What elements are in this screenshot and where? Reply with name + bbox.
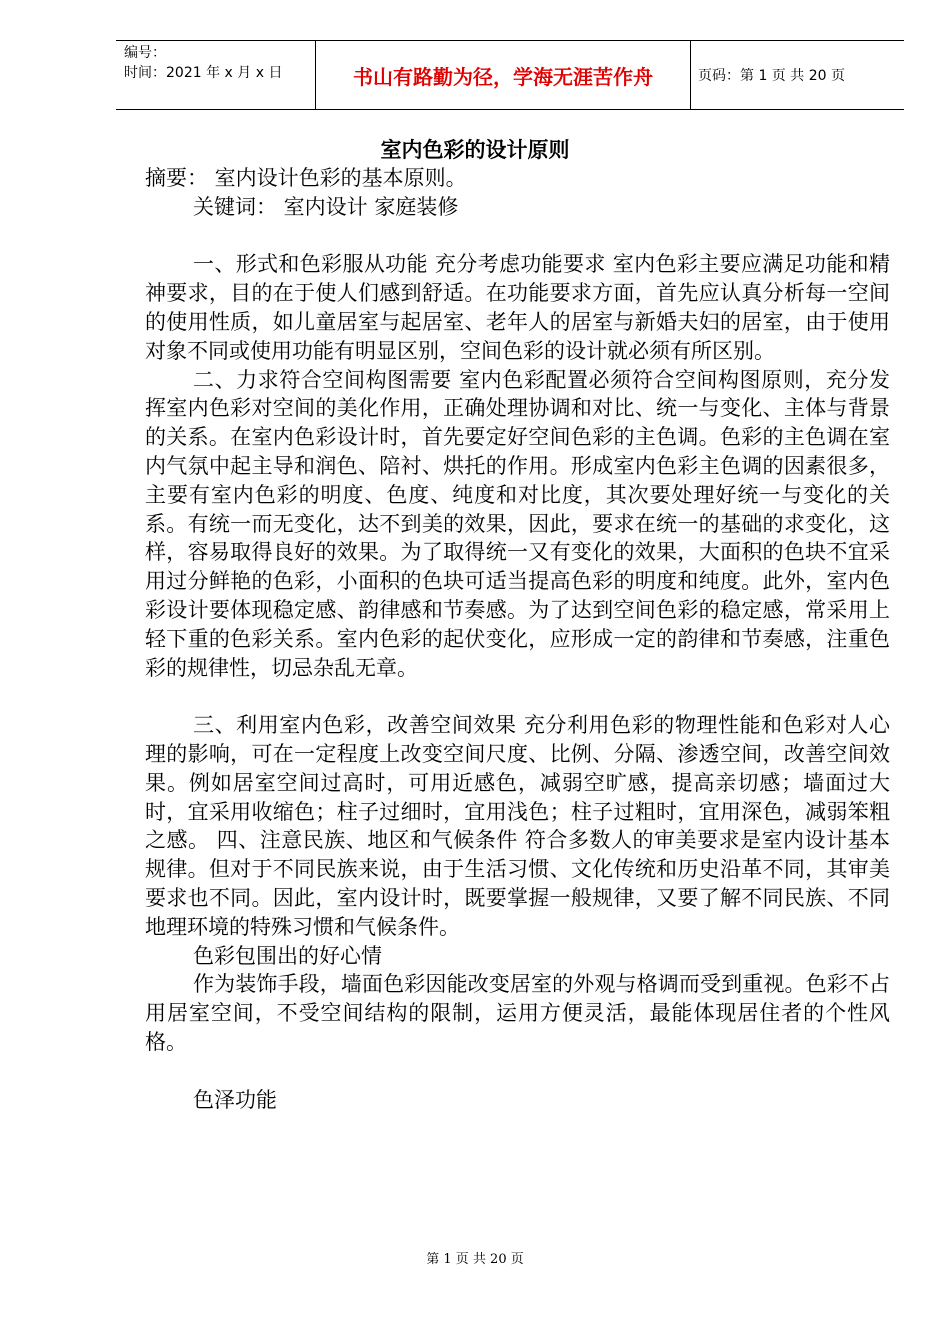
header-meta <box>116 41 315 109</box>
page-header <box>116 40 904 110</box>
paragraph-2: 二、力求符合空间构图需要 室内色彩配置必须符合空间构图原则，充分发挥室内色彩对空间的美化作用，正确处理协调和对比、统一与变化、主体与背景的关系。在室内色彩设计时，首先要定好空间色彩的主色调。色彩的主色调在室内气氛中起主导和润色、陪衬、烘托的作用。形成室内色彩主色调的因素很多，主要有室内色彩的明度、色度、纯度和对比度，其次要处理好统一与变化的关系。有统一而无变化，达不到美的效果，因此，要求在统一的基础的求变化，这样，容易取得良好的效果。为了取得统一又有变化的效果，大面积的色块不宜采用过分鲜艳的色彩，小面积的色块可适当提高色彩的明度和纯度。此外，室内色彩设计要体现稳定感、韵律感和节奏感。为了达到空间色彩的稳定感，常采用上轻下重的色彩关系。室内色彩的起伏变化，应形成一定的韵律和节奏感，注重色彩的规律性，切忌杂乱无章。 <box>145 367 890 680</box>
spacer <box>145 222 890 251</box>
subheading-good-mood: 色彩包围出的好心情 <box>193 943 382 968</box>
header-motto: 书山有路勤为径，学海无涯苦作舟 <box>315 41 691 109</box>
paragraph-3: 三、利用室内色彩，改善空间效果 充分利用色彩的物理性能和色彩对人心理的影响，可在一定程度上改变空间尺度、比例、分隔、渗透空间，改善空间效果。例如居室空间过高时，可用近感色，减弱空旷感，提高亲切感；墙面过大时，宜采用收缩色；柱子过细时，宜用浅色；柱子过粗时，宜用深色，减弱笨粗之感。 四、注意民族、地区和气候条件 符合多数人的审美要求是室内设计基本规律。但对于不同民族来说，由于生活习惯、文化传统和历史沿革不同，其审美要求也不同。因此，室内设计时，既要掌握一般规律，又要了解不同民族、不同地理环境的特殊习惯和气候条件。 <box>145 713 890 939</box>
paragraph-1: 一、形式和色彩服从功能 充分考虑功能要求 室内色彩主要应满足功能和精神要求，目的在于使人们感到舒适。在功能要求方面，首先应认真分析每一空间的使用性质，如儿童居室与起居室、老年人的居室与新婚夫妇的居室，由于使用对象不同或使用功能有明显区别，空间色彩的设计就必须有所区别。 <box>145 252 890 363</box>
spacer <box>145 682 890 711</box>
keywords: 关键词： 室内设计 家庭装修 <box>193 194 459 219</box>
document-body <box>145 164 890 1114</box>
document-title: 室内色彩的设计原则 <box>380 138 570 162</box>
subheading-color-function: 色泽功能 <box>193 1087 277 1112</box>
spacer <box>145 1057 890 1086</box>
page-footer: 第 1 页 共 20 页 <box>426 1252 524 1267</box>
document-date: 时间：2021 年 x 月 x 日 <box>124 65 283 81</box>
paragraph-5: 作为装饰手段，墙面色彩因能改变居室的外观与格调而受到重视。色彩不占用居室空间，不受空间结构的限制，运用方便灵活，最能体现居住者的个性风格。 <box>145 972 890 1054</box>
abstract: 摘要： 室内设计色彩的基本原则。 <box>145 166 467 190</box>
document-number-label: 编号： <box>124 45 166 61</box>
header-page-info: 页码：第 1 页 共 20 页 <box>698 68 845 84</box>
